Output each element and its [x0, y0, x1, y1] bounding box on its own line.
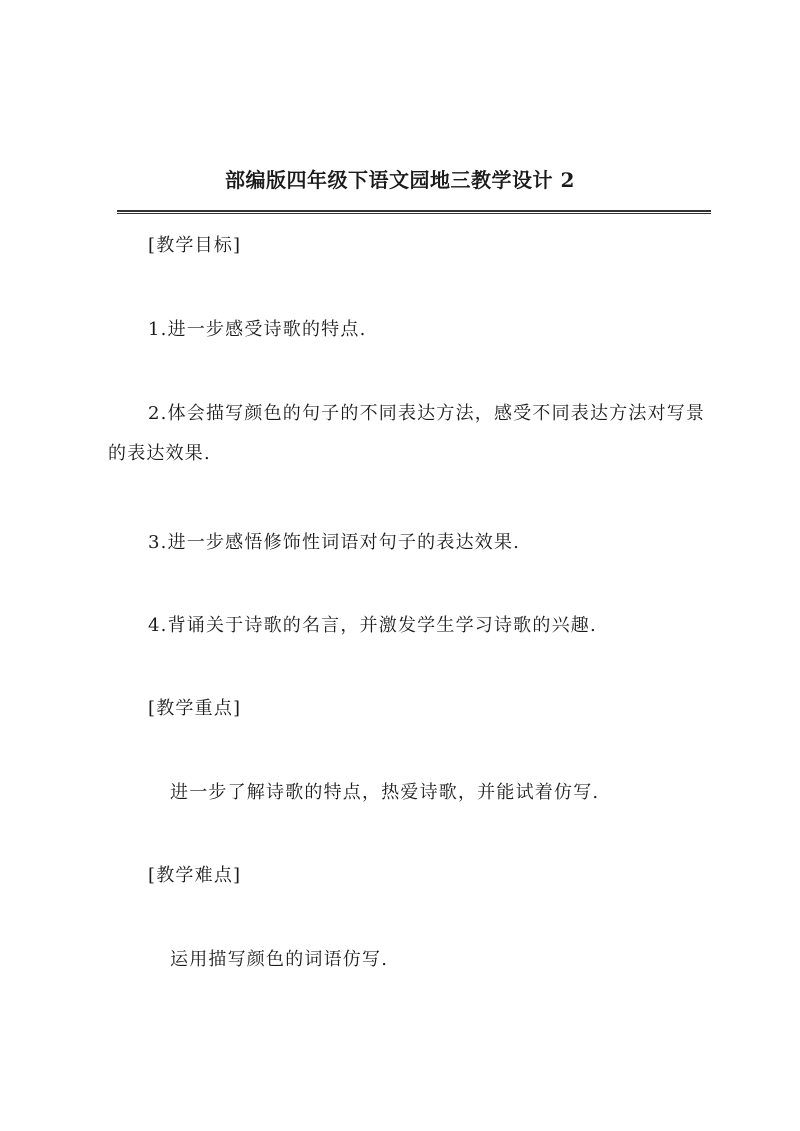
key-points-text: 进一步了解诗歌的特点，热爱诗歌，并能试着仿写. — [170, 782, 600, 803]
objective-4: 4.背诵关于诗歌的名言，并激发学生学习诗歌的兴趣. — [148, 615, 597, 636]
key-points-heading: [教学重点] — [148, 698, 242, 719]
document-title: 部编版四年级下语文园地三教学设计 2 — [225, 168, 575, 192]
objective-3: 3.进一步感悟修饰性词语对句子的表达效果. — [148, 532, 521, 553]
difficulties-heading: [教学难点] — [148, 865, 242, 886]
objectives-heading: [教学目标] — [148, 235, 242, 256]
objective-1: 1.进一步感受诗歌的特点. — [148, 319, 367, 340]
difficulties-text: 运用描写颜色的词语仿写. — [170, 949, 389, 970]
objective-2: 2.体会描写颜色的句子的不同表达方法，感受不同表达方法对写景的表达效果. — [108, 403, 706, 464]
title-divider — [117, 210, 711, 214]
